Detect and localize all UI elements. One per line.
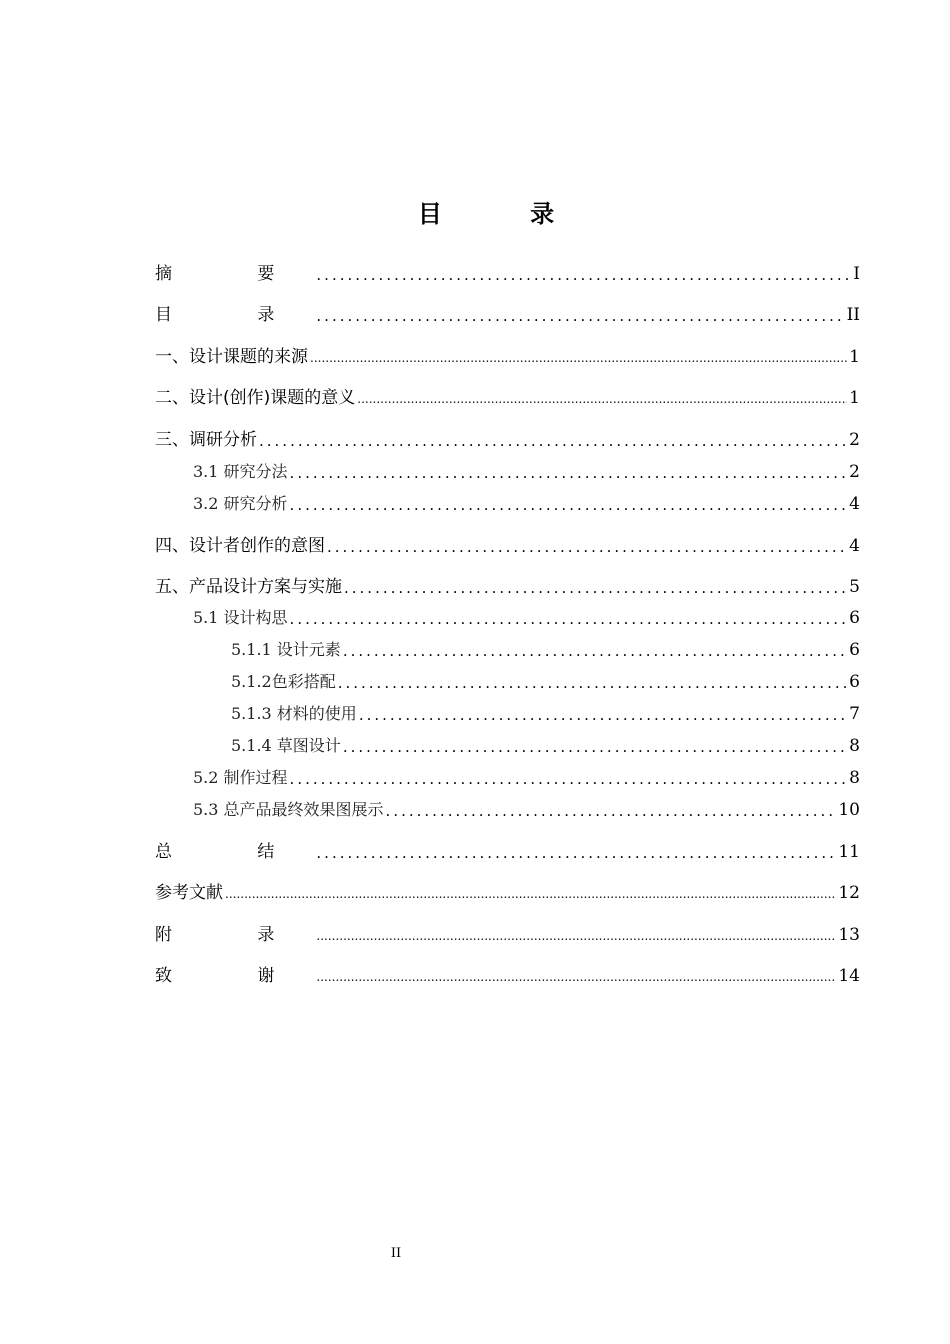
- toc-leader: [343, 642, 847, 660]
- toc-label: 附 录: [155, 925, 315, 945]
- page-number-footer: II: [390, 1246, 402, 1261]
- toc-leader: [343, 738, 847, 756]
- toc-entry[interactable]: [155, 426, 860, 450]
- toc-leader: [386, 802, 837, 820]
- toc-leader: [290, 610, 848, 628]
- toc-page-number: 5: [849, 577, 860, 597]
- toc-page-number: 8: [849, 768, 860, 788]
- toc-label: 5.1.1 设计元素: [231, 640, 341, 659]
- toc-label: 5.2 制作过程: [193, 768, 288, 787]
- toc-label: 致 谢: [155, 966, 315, 986]
- toc-entry[interactable]: [155, 260, 860, 284]
- toc-leader: [225, 885, 836, 903]
- toc-leader: [327, 538, 847, 556]
- toc-leader: [290, 464, 848, 482]
- toc-leader: [316, 266, 851, 284]
- toc-entry[interactable]: [193, 796, 860, 820]
- toc-page-number: 2: [849, 462, 860, 482]
- toc-label: 参考文献: [155, 883, 223, 903]
- toc-leader: [357, 390, 847, 408]
- toc-page-number: 6: [849, 608, 860, 628]
- toc-entry[interactable]: [155, 384, 860, 408]
- toc-page-number: I: [853, 264, 860, 284]
- page-title: 目 录: [417, 200, 595, 228]
- toc-entry[interactable]: [193, 764, 860, 788]
- toc-leader: [316, 968, 836, 986]
- toc-leader: [316, 927, 836, 945]
- toc-entry[interactable]: [231, 636, 860, 660]
- toc-entry[interactable]: [155, 962, 860, 986]
- toc-page-number: 11: [838, 842, 860, 862]
- toc-leader: [344, 579, 847, 597]
- toc-entry[interactable]: [193, 604, 860, 628]
- toc-entry[interactable]: [231, 700, 860, 724]
- toc-entry[interactable]: [231, 668, 860, 692]
- toc-page-number: 1: [849, 347, 860, 367]
- toc-entry[interactable]: [193, 490, 860, 514]
- toc-leader: [359, 706, 847, 724]
- toc-label: 总 结: [155, 842, 315, 862]
- toc-label: 5.1.2色彩搭配: [231, 672, 336, 691]
- toc-label: 3.2 研究分析: [193, 494, 288, 513]
- toc-page-number: 4: [849, 536, 860, 556]
- toc-leader: [310, 349, 847, 367]
- toc-page-number: 2: [849, 430, 860, 450]
- toc-label: 3.1 研究分法: [193, 462, 288, 481]
- toc-entry[interactable]: [155, 573, 860, 597]
- toc-entry[interactable]: [231, 732, 860, 756]
- toc-entry[interactable]: [155, 838, 860, 862]
- toc-leader: [316, 844, 836, 862]
- toc-leader: [290, 770, 848, 788]
- toc-page-number: 8: [849, 736, 860, 756]
- toc-page-number: 6: [849, 640, 860, 660]
- toc-page-number: 1: [849, 388, 860, 408]
- toc-entry[interactable]: [155, 532, 860, 556]
- toc-label: 三、调研分析: [155, 430, 257, 450]
- toc-entry[interactable]: [155, 343, 860, 367]
- toc-leader: [338, 674, 847, 692]
- toc-entry[interactable]: [155, 921, 860, 945]
- toc-leader: [290, 496, 848, 514]
- toc-page-number: 12: [838, 883, 860, 903]
- toc-page-number: 13: [838, 925, 860, 945]
- toc-entry[interactable]: [155, 879, 860, 903]
- toc-label: 摘 要: [155, 264, 315, 284]
- toc-page-number: 14: [838, 966, 860, 986]
- toc-page-number: II: [846, 305, 860, 325]
- toc-leader: [316, 307, 844, 325]
- toc-page-number: 4: [849, 494, 860, 514]
- toc-page-number: 7: [849, 704, 860, 724]
- toc-label: 五、产品设计方案与实施: [155, 577, 342, 597]
- toc-label: 二、设计(创作)课题的意义: [155, 388, 356, 408]
- toc-label: 5.1 设计构思: [193, 608, 288, 627]
- toc-label: 一、设计课题的来源: [155, 347, 308, 367]
- toc-entry[interactable]: [155, 301, 860, 325]
- toc-label: 5.1.4 草图设计: [231, 736, 341, 755]
- toc-page-number: 10: [838, 800, 860, 820]
- toc-label: 目 录: [155, 305, 315, 325]
- toc-label: 四、设计者创作的意图: [155, 536, 325, 556]
- toc-label: 5.3 总产品最终效果图展示: [193, 800, 384, 819]
- toc-entry[interactable]: [193, 458, 860, 482]
- toc-page-number: 6: [849, 672, 860, 692]
- toc-label: 5.1.3 材料的使用: [231, 704, 357, 723]
- toc-leader: [259, 432, 847, 450]
